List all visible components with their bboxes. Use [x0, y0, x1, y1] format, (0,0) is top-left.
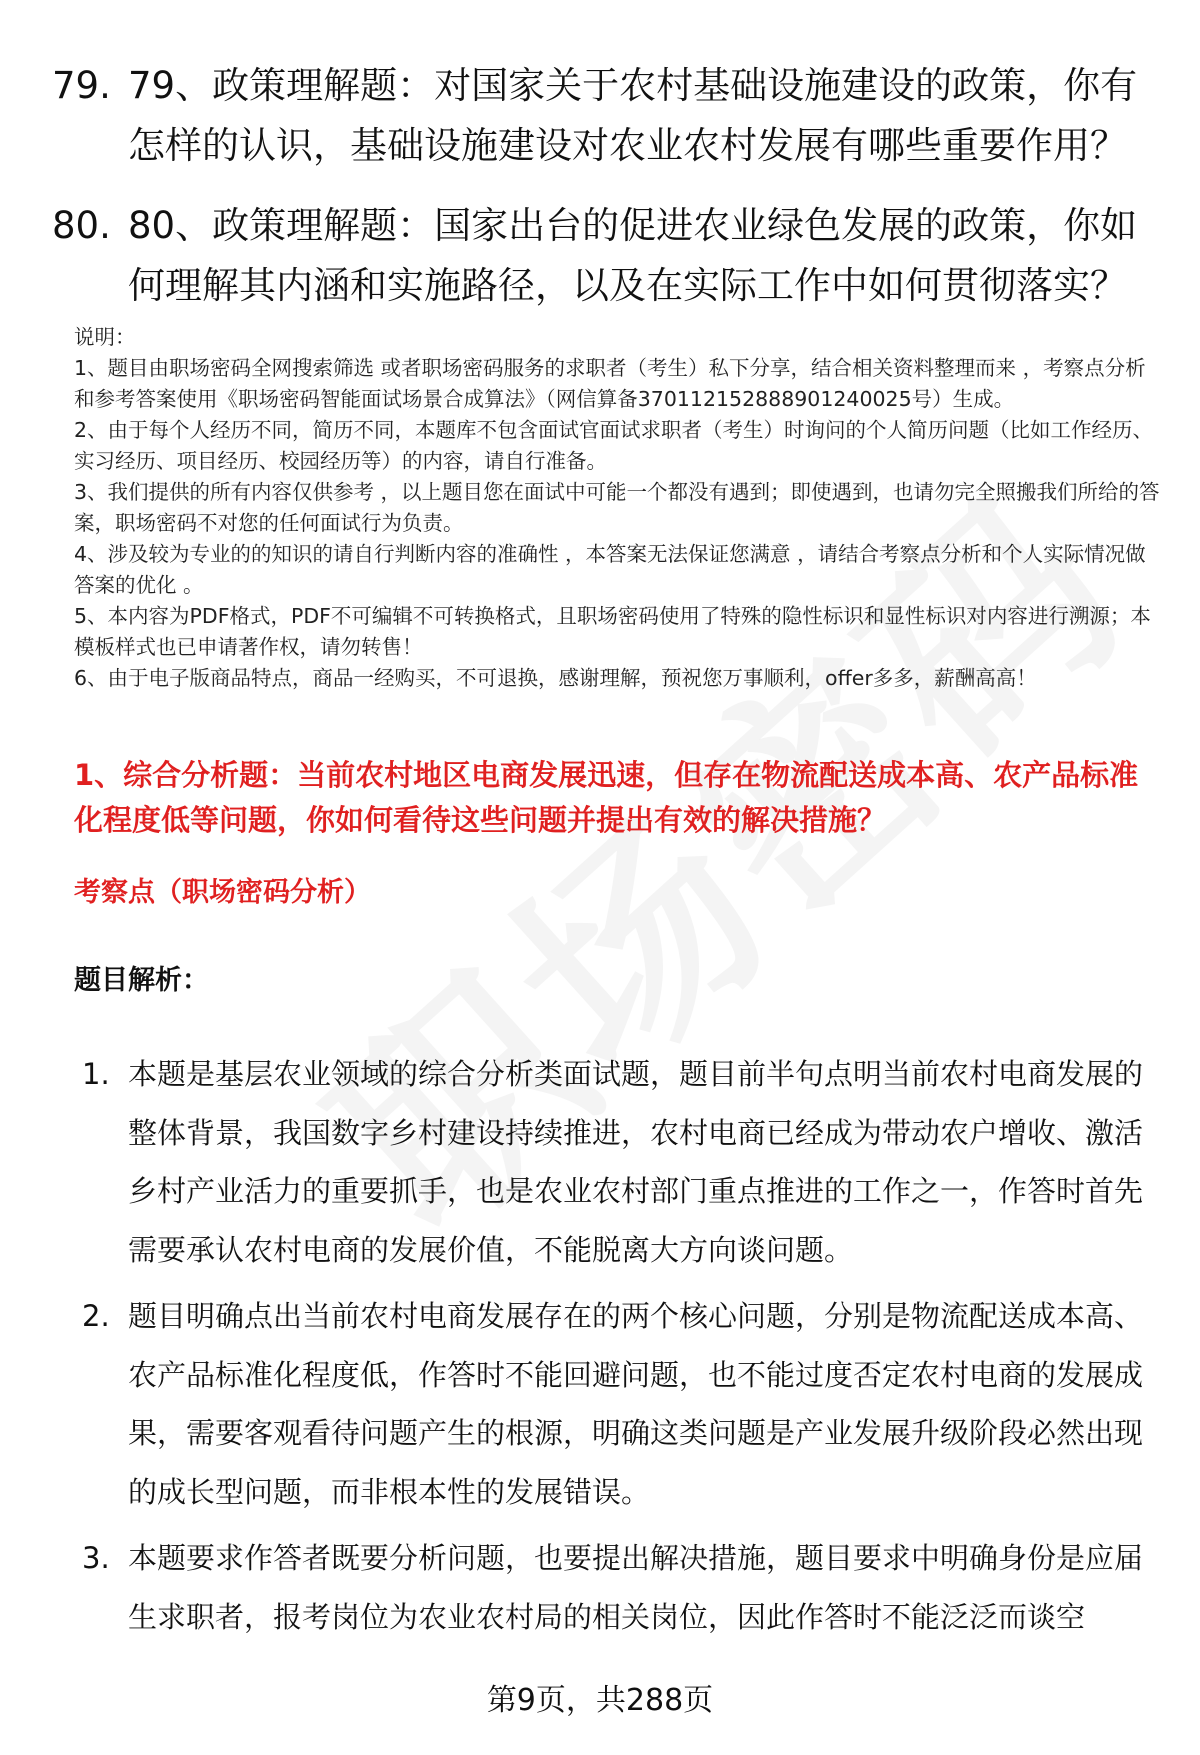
list-item [82, 1529, 1162, 1646]
question-list [52, 56, 1152, 336]
list-item [52, 56, 1152, 176]
notes-title: 说明： [74, 325, 136, 349]
analysis-text: 本题是基层农业领域的综合分析类面试题，题目前半句点明当前农村电商发展的整体背景，我国数字乡村建设持续推进，农村电商已经成为带动农户增收、激活乡村产业活力的重要抓手，也是农业农村部门重点推进的工作之一，作答时首先需要承认农村电商的发展价值，不能脱离大方向谈问题。 [128, 1057, 1144, 1267]
page-number: 第9页，共288页 [486, 1683, 714, 1718]
notes-section [74, 322, 1164, 694]
note-item: 1、题目由职场密码全网搜索筛选 或者职场密码服务的求职者（考生）私下分享，结合相关资料整理而来 ，考察点分析和参考答案使用《职场密码智能面试场景合成算法》（网信算备370112152888901240025号）生成。 [74, 356, 1146, 411]
analysis-list [82, 1045, 1162, 1654]
question-title: 1、综合分析题：当前农村地区电商发展迅速，但存在物流配送成本高、农产品标准化程度低等问题，你如何看待这些问题并提出有效的解决措施？ [74, 758, 1139, 837]
analysis-number: 2. [82, 1299, 110, 1333]
question-text: 79、政策理解题：对国家关于农村基础设施建设的政策，你有怎样的认识，基础设施建设对农业农村发展有哪些重要作用？ [128, 64, 1138, 167]
question-text: 80、政策理解题：国家出台的促进农业绿色发展的政策，你如何理解其内涵和实施路径，以及在实际工作中如何贯彻落实？ [128, 204, 1138, 307]
note-item: 4、涉及较为专业的的知识的请自行判断内容的准确性 ，本答案无法保证您满意 ，请结合考察点分析和个人实际情况做答案的优化 。 [74, 542, 1146, 597]
analysis-number: 1. [82, 1057, 110, 1091]
question-number: 80. [52, 204, 111, 247]
exam-point-heading: 考察点（职场密码分析） [74, 877, 371, 908]
list-item [82, 1045, 1162, 1279]
question-number: 79. [52, 64, 111, 107]
analysis-text: 题目明确点出当前农村电商发展存在的两个核心问题，分别是物流配送成本高、农产品标准化程度低，作答时不能回避问题，也不能过度否定农村电商的发展成果，需要客观看待问题产生的根源，明确这类问题是产业发展升级阶段必然出现的成长型问题，而非根本性的发展错误。 [128, 1299, 1144, 1509]
note-item: 5、本内容为PDF格式，PDF不可编辑不可转换格式，且职场密码使用了特殊的隐性标识和显性标识对内容进行溯源；本模板样式也已申请著作权，请勿转售！ [74, 604, 1151, 659]
note-item: 6、由于电子版商品特点，商品一经购买，不可退换，感谢理解，预祝您万事顺利，offer多多，薪酬高高！ [74, 666, 1037, 690]
analysis-heading: 题目解析： [74, 965, 209, 996]
list-item [52, 196, 1152, 316]
analysis-number: 3. [82, 1541, 110, 1575]
list-item [82, 1287, 1162, 1521]
note-item: 3、我们提供的所有内容仅供参考 ，以上题目您在面试中可能一个都没有遇到；即使遇到，也请勿完全照搬我们所给的答案，职场密码不对您的任何面试行为负责。 [74, 480, 1160, 535]
note-item: 2、由于每个人经历不同，简历不同，本题库不包含面试官面试求职者（考生）时询问的个人简历问题（比如工作经历、实习经历、项目经历、校园经历等）的内容，请自行准备。 [74, 418, 1154, 473]
analysis-text: 本题要求作答者既要分析问题，也要提出解决措施，题目要求中明确身份是应届生求职者，报考岗位为农业农村局的相关岗位，因此作答时不能泛泛而谈空 [128, 1541, 1144, 1634]
